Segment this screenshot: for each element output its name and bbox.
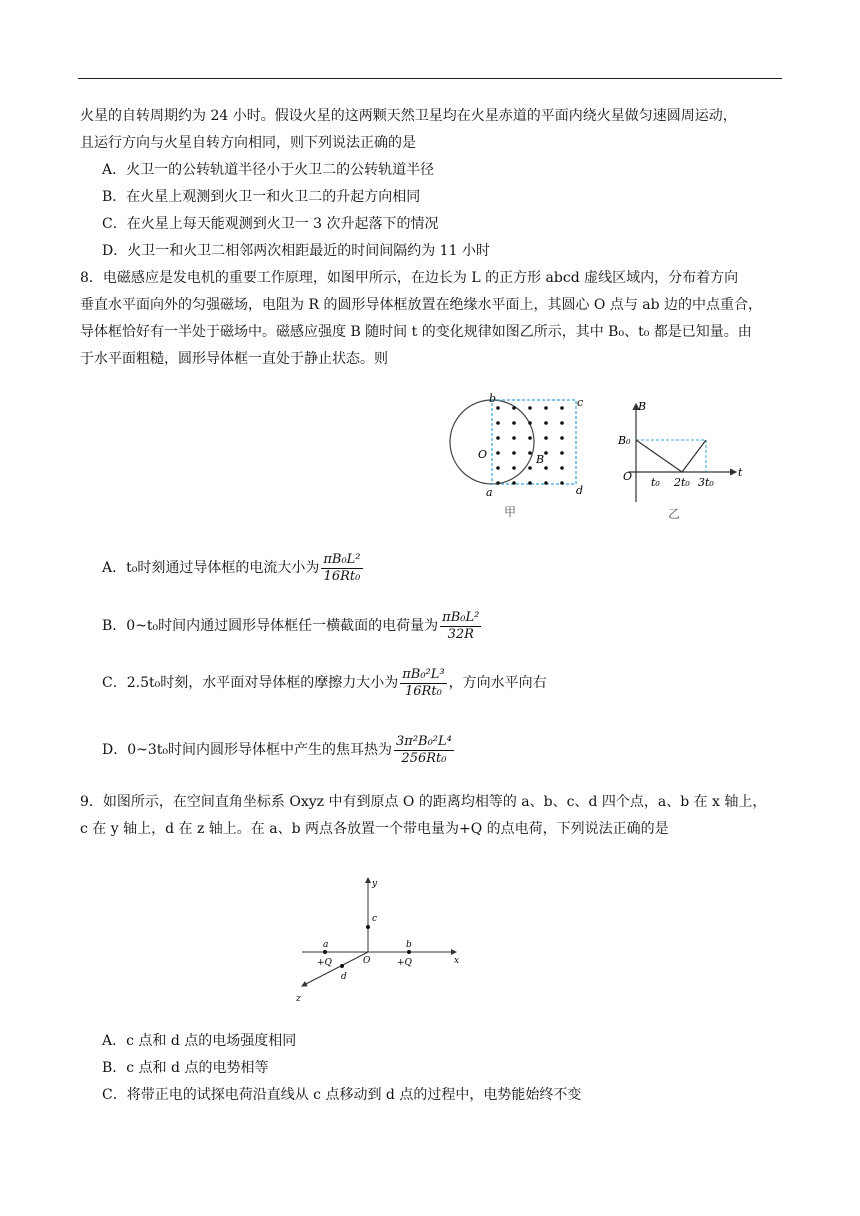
axis-label-t: t — [738, 466, 743, 479]
label-B: B — [536, 453, 545, 466]
label-b: b — [406, 940, 412, 950]
q8-option-a-denominator: 16Rt₀ — [323, 568, 361, 584]
q8-option-b-numerator: πB₀L² — [442, 609, 480, 625]
field-dot — [512, 436, 516, 440]
field-dot — [560, 481, 564, 485]
q8-option-c-tail: ，方向水平向右 — [448, 675, 547, 691]
q9-option-a: A．c 点和 d 点的电场强度相同 — [102, 1033, 297, 1049]
conductor-ring — [450, 400, 534, 484]
field-dot — [512, 481, 516, 485]
field-dot — [560, 406, 564, 410]
label-O: O — [478, 448, 488, 461]
q8-option-d-numerator: 3π²B₀²L⁴ — [396, 733, 452, 749]
axis-label-z: z — [296, 994, 301, 1004]
field-dot — [544, 406, 548, 410]
charge-b: +Q — [397, 958, 412, 968]
field-dot — [512, 466, 516, 470]
label-a: a — [323, 940, 329, 950]
axis-label-y: y — [372, 879, 378, 889]
field-dot — [528, 481, 532, 485]
label-c: c — [577, 396, 584, 409]
label-d: d — [341, 972, 347, 982]
q9-option-c: C．将带正电的试探电荷沿直线从 c 点移动到 d 点的过程中，电势能始终不变 — [102, 1087, 582, 1103]
q8-option-a-text: A．t₀时刻通过导体框的电流大小为 — [102, 560, 320, 576]
q9-stem-line1: 9．如图所示，在空间直角坐标系 Oxyz 中有到原点 O 的距离均相等的 a、b、c、d 四个点，a、b 在 x 轴上， — [80, 794, 767, 810]
q8-option-a-numerator: πB₀L² — [323, 551, 361, 567]
label-b: b — [489, 392, 497, 405]
field-dot — [560, 466, 564, 470]
field-dot — [496, 406, 500, 410]
q8-figure-jia — [440, 392, 600, 524]
field-dot — [544, 451, 548, 455]
q8-option-b-fraction — [440, 610, 481, 643]
field-dot — [544, 466, 548, 470]
q8-figure-yi — [614, 398, 754, 528]
label-c: c — [372, 914, 378, 924]
axis-label-B: B — [638, 400, 647, 413]
q8-option-b-denominator: 32R — [447, 626, 474, 642]
label-d: d — [576, 484, 584, 497]
tick-t0: t₀ — [651, 476, 660, 489]
q8-stem-line3: 导体框恰好有一半处于磁场中。磁感应强度 B 随时间 t 的变化规律如图乙所示，其中 B₀、t₀ 都是已知量。由 — [80, 324, 752, 340]
field-dot — [544, 421, 548, 425]
field-dot — [560, 421, 564, 425]
label-a: a — [486, 486, 493, 499]
q8-option-b — [102, 606, 483, 646]
q8-option-d-fraction — [394, 734, 454, 767]
field-dot — [496, 421, 500, 425]
field-dot — [496, 451, 500, 455]
z-axis — [302, 952, 368, 986]
label-O: O — [363, 956, 371, 966]
b-t-graph — [636, 440, 706, 472]
field-dot — [512, 451, 516, 455]
q8-option-c-denominator: 16Rt₀ — [405, 683, 442, 699]
caption-yi: 乙 — [668, 507, 681, 521]
point-a — [323, 950, 327, 954]
field-dot — [528, 406, 532, 410]
q7-stem-line2: 且运行方向与火星自转方向相同，则下列说法正确的是 — [80, 135, 416, 151]
point-d — [340, 964, 344, 968]
field-dot — [544, 481, 548, 485]
q9-coordinate-figure — [288, 870, 478, 1012]
field-dot — [528, 421, 532, 425]
q7-option-a: A．火卫一的公转轨道半径小于火卫二的公转轨道半径 — [102, 162, 435, 178]
charge-a: +Q — [317, 958, 332, 968]
field-dot — [512, 406, 516, 410]
axis-label-x: x — [454, 956, 460, 966]
field-dot — [544, 436, 548, 440]
tick-B0: B₀ — [618, 434, 631, 447]
q8-option-c-text: C．2.5t₀时刻，水平面对导体框的摩擦力大小为 — [102, 675, 399, 691]
field-dot — [496, 481, 500, 485]
q9-option-b: B．c 点和 d 点的电势相等 — [102, 1060, 269, 1076]
caption-jia: 甲 — [504, 505, 517, 519]
q9-stem-line2: c 在 y 轴上，d 在 z 轴上。在 a、b 两点各放置一个带电量为+Q 的点电荷，下列说法正确的是 — [80, 821, 669, 837]
q8-option-a — [102, 548, 365, 588]
q7-option-c: C．在火星上每天能观测到火卫一 3 次升起落下的情况 — [102, 216, 439, 232]
field-dot — [528, 436, 532, 440]
point-c — [366, 925, 370, 929]
q8-option-c-numerator: πB₀²L³ — [402, 666, 445, 682]
q8-option-c — [102, 663, 547, 703]
field-dot — [496, 436, 500, 440]
field-dot — [560, 436, 564, 440]
q7-stem-line1: 火星的自转周期约为 24 小时。假设火星的这两颗天然卫星均在火星赤道的平面内绕火星做匀速圆周运动， — [80, 108, 737, 124]
origin-O: O — [623, 470, 633, 483]
field-dot — [512, 421, 516, 425]
q8-stem-line2: 垂直水平面向外的匀强磁场，电阻为 R 的圆形导体框放置在绝缘水平面上，其圆心 O 点与 ab 边的中点重合， — [80, 297, 763, 313]
tick-2t0: 2t₀ — [674, 476, 690, 489]
q8-option-d — [102, 730, 456, 770]
q8-stem-line1: 8．电磁感应是发电机的重要工作原理，如图甲所示，在边长为 L 的正方形 abcd 虚线区域内，分布着方向 — [80, 270, 739, 286]
q8-option-b-text: B．0~t₀时间内通过圆形导体框任一横截面的电荷量为 — [102, 618, 439, 634]
field-dot — [528, 451, 532, 455]
q8-option-a-fraction — [321, 552, 362, 585]
header-rule — [78, 78, 782, 79]
q7-option-d: D．火卫一和火卫二相邻两次相距最近的时间间隔约为 11 小时 — [102, 243, 490, 259]
q8-option-d-denominator: 256Rt₀ — [401, 750, 447, 766]
tick-3t0: 3t₀ — [698, 476, 714, 489]
q8-option-d-text: D．0~3t₀时间内圆形导体框中产生的焦耳热为 — [102, 742, 393, 758]
point-b — [407, 950, 411, 954]
q7-option-b: B．在火星上观测到火卫一和火卫二的升起方向相同 — [102, 189, 421, 205]
field-dot — [528, 466, 532, 470]
field-dot — [560, 451, 564, 455]
q8-stem-line4: 于水平面粗糙，圆形导体框一直处于静止状态。则 — [80, 351, 388, 367]
q8-option-c-fraction — [400, 667, 446, 700]
field-dots — [496, 406, 564, 485]
field-dot — [496, 466, 500, 470]
